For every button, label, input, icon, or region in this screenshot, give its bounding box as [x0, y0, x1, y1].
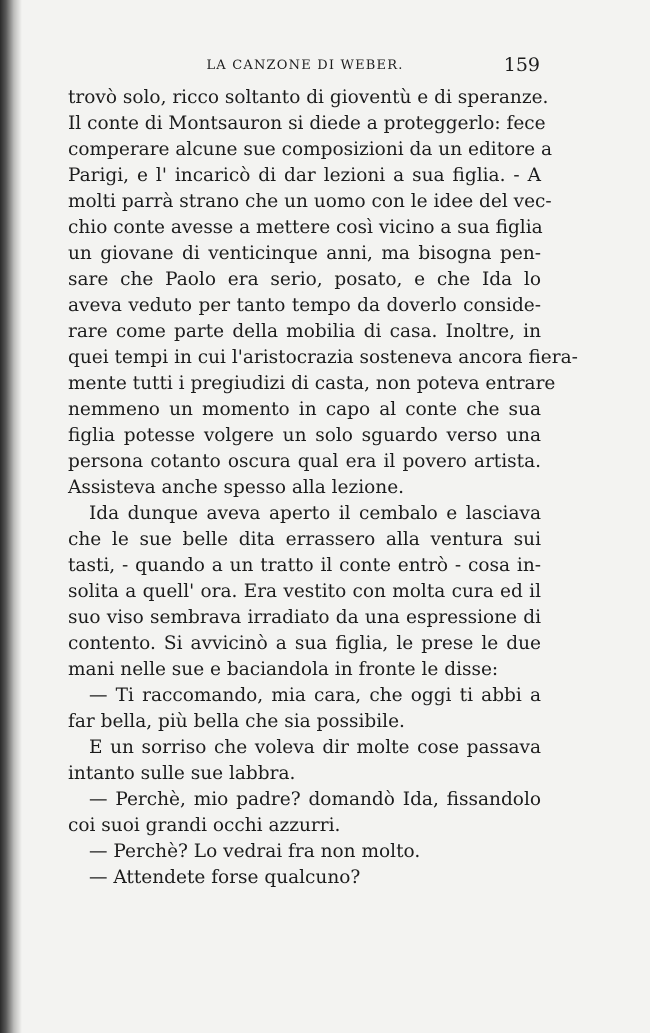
text-line: tasti, - quando a un tratto il conte entrò - cosa in- [68, 555, 541, 576]
text-line: suo viso sembrava irradiato da una espressione di [68, 607, 541, 628]
text-line: aveva veduto per tanto tempo da doverlo conside- [68, 295, 541, 316]
text-line: persona cotanto oscura qual era il povero artista. [68, 451, 541, 472]
text-line: Parigi, e l' incaricò di dar lezioni a sua figlia. - A [68, 165, 541, 186]
text-line: Assisteva anche spesso alla lezione. [68, 477, 405, 498]
text-line: far bella, più bella che sia possibile. [68, 711, 405, 732]
text-line: — Attendete forse qualcuno? [89, 867, 361, 888]
text-line: E un sorriso che voleva dir molte cose passava [89, 737, 541, 758]
text-line: che le sue belle dita errassero alla ventura sui [68, 529, 541, 550]
text-line: — Ti raccomando, mia cara, che oggi ti abbi a [89, 685, 541, 706]
text-line: chio conte avesse a mettere così vicino a sua figlia [68, 217, 543, 238]
text-line: figlia potesse volgere un solo sguardo verso una [68, 425, 541, 446]
text-line: trovò solo, ricco soltanto di gioventù e di speranze. [68, 87, 549, 108]
text-line: contento. Si avvicinò a sua figlia, le prese le due [68, 633, 541, 654]
text-line: — Perchè, mio padre? domandò Ida, fissandolo [89, 789, 541, 810]
text-line: nemmeno un momento in capo al conte che sua [68, 399, 541, 420]
text-line: rare come parte della mobilia di casa. Inoltre, in [68, 321, 541, 342]
text-line: coi suoi grandi occhi azzurri. [68, 815, 341, 836]
text-line: sare che Paolo era serio, posato, e che Ida lo [68, 269, 541, 290]
text-line: intanto sulle sue labbra. [68, 763, 296, 784]
text-line: Ida dunque aveva aperto il cembalo e lasciava [89, 503, 541, 524]
text-line: mani nelle sue e baciandola in fronte le disse: [68, 659, 499, 680]
page-number: 159 [503, 54, 540, 76]
text-line: quei tempi in cui l'aristocrazia sosteneva ancora fiera- [68, 347, 578, 368]
text-line: mente tutti i pregiudizi di casta, non poteva entrare [68, 373, 556, 394]
text-line: Il conte di Montsauron si diede a proteggerlo: fece [68, 113, 546, 134]
running-title: LA CANZONE DI WEBER. [206, 58, 404, 73]
text-line: un giovane di venticinque anni, ma bisogna pen- [68, 243, 541, 264]
text-line: molti parrà strano che un uomo con le idee del vec- [68, 191, 552, 212]
text-line: — Perchè? Lo vedrai fra non molto. [89, 841, 421, 862]
text-line: solita a quell' ora. Era vestito con molta cura ed il [68, 581, 541, 602]
text-line: comperare alcune sue composizioni da un editore a [68, 139, 552, 160]
